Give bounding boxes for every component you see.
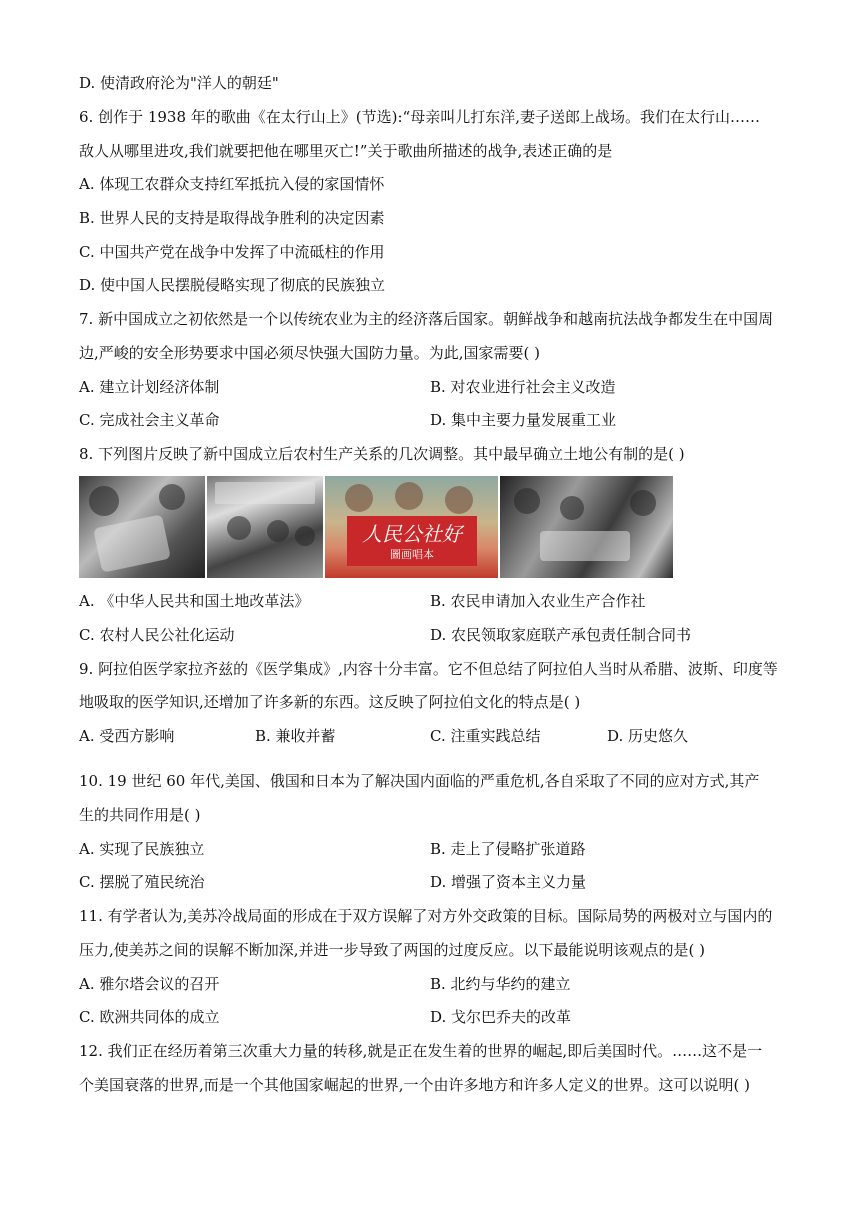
q8-option-b: B. 农民申请加入农业生产合作社 [430, 592, 646, 610]
poster-title: 人民公社好 [362, 522, 462, 546]
q9-option-c: C. 注重实践总结 [430, 727, 541, 745]
cooperative-photo [207, 476, 323, 578]
q7-option-c: C. 完成社会主义革命 [79, 411, 220, 429]
q6-stem-line1: 6. 创作于 1938 年的歌曲《在太行山上》(节选):“母亲叫儿打东洋,妻子送郎上战场。我们在太行山…… [79, 108, 760, 126]
q8-option-a: A. 《中华人民共和国土地改革法》 [79, 592, 310, 610]
q7-stem-line2: 边,严峻的安全形势要求中国必须尽快强大国防力量。为此,国家需要( ) [79, 344, 541, 362]
q10-stem-line1: 10. 19 世纪 60 年代,美国、俄国和日本为了解决国内面临的严重危机,各自采取了不同的应对方式,其产 [79, 772, 760, 790]
q11-stem-line1: 11. 有学者认为,美苏冷战局面的形成在于双方误解了对方外交政策的目标。国际局势的两极对立与国内的 [79, 907, 773, 925]
q12-stem-line1: 12. 我们正在经历着第三次重大力量的转移,就是正在发生着的世界的崛起,即后美国时代。……这不是一 [79, 1042, 763, 1060]
q6-option-a: A. 体现工农群众支持红军抵抗入侵的家国情怀 [79, 175, 385, 193]
q10-option-a: A. 实现了民族独立 [79, 840, 205, 858]
q8-stem: 8. 下列图片反映了新中国成立后农村生产关系的几次调整。其中最早确立土地公有制的是( ) [79, 445, 685, 463]
q11-stem-line2: 压力,使美苏之间的误解不断加深,并进一步导致了两国的过度反应。以下最能说明该观点的是( ) [79, 941, 706, 959]
q10-option-d: D. 增强了资本主义力量 [430, 873, 587, 891]
q8-photo-strip [79, 476, 673, 578]
q10-option-b: B. 走上了侵略扩张道路 [430, 840, 586, 858]
q7-option-b: B. 对农业进行社会主义改造 [430, 378, 616, 396]
land-reform-photo [79, 476, 205, 578]
q9-option-b: B. 兼收并蓄 [255, 727, 336, 745]
q6-option-d: D. 使中国人民摆脱侵略实现了彻底的民族独立 [79, 276, 386, 294]
poster-banner [347, 516, 477, 566]
q9-option-d: D. 历史悠久 [607, 727, 689, 745]
q6-stem-line2: 敌人从哪里进攻,我们就要把他在哪里灭亡!”关于歌曲所描述的战争,表述正确的是 [79, 142, 613, 160]
q7-stem-line1: 7. 新中国成立之初依然是一个以传统农业为主的经济落后国家。朝鲜战争和越南抗法战争都发生在中国周 [79, 310, 774, 328]
contract-signing-photo [500, 476, 673, 578]
q6-option-c: C. 中国共产党在战争中发挥了中流砥柱的作用 [79, 243, 385, 261]
q9-stem-line1: 9. 阿拉伯医学家拉齐兹的《医学集成》,内容十分丰富。它不但总结了阿拉伯人当时从希腊、波斯、印度等 [79, 660, 778, 678]
q11-option-b: B. 北约与华约的建立 [430, 975, 571, 993]
q11-option-c: C. 欧洲共同体的成立 [79, 1008, 220, 1026]
q11-option-d: D. 戈尔巴乔夫的改革 [430, 1008, 572, 1026]
poster-subtitle: 圖画唱本 [390, 548, 434, 561]
q8-option-c: C. 农村人民公社化运动 [79, 626, 235, 644]
q11-option-a: A. 雅尔塔会议的召开 [79, 975, 220, 993]
q10-stem-line2: 生的共同作用是( ) [79, 806, 201, 824]
q8-option-d: D. 农民领取家庭联产承包责任制合同书 [430, 626, 692, 644]
q9-stem-line2: 地吸取的医学知识,还增加了许多新的东西。这反映了阿拉伯文化的特点是( ) [79, 693, 581, 711]
q5-option-d: D. 使清政府沦为"洋人的朝廷" [79, 74, 279, 92]
q12-stem-line2: 个美国衰落的世界,而是一个其他国家崛起的世界,一个由许多地方和许多人定义的世界。这可以说明( ) [79, 1076, 751, 1094]
people-commune-poster [325, 476, 498, 578]
q6-option-b: B. 世界人民的支持是取得战争胜利的决定因素 [79, 209, 385, 227]
q10-option-c: C. 摆脱了殖民统治 [79, 873, 205, 891]
q7-option-a: A. 建立计划经济体制 [79, 378, 220, 396]
q9-option-a: A. 受西方影响 [79, 727, 175, 745]
q7-option-d: D. 集中主要力量发展重工业 [430, 411, 617, 429]
